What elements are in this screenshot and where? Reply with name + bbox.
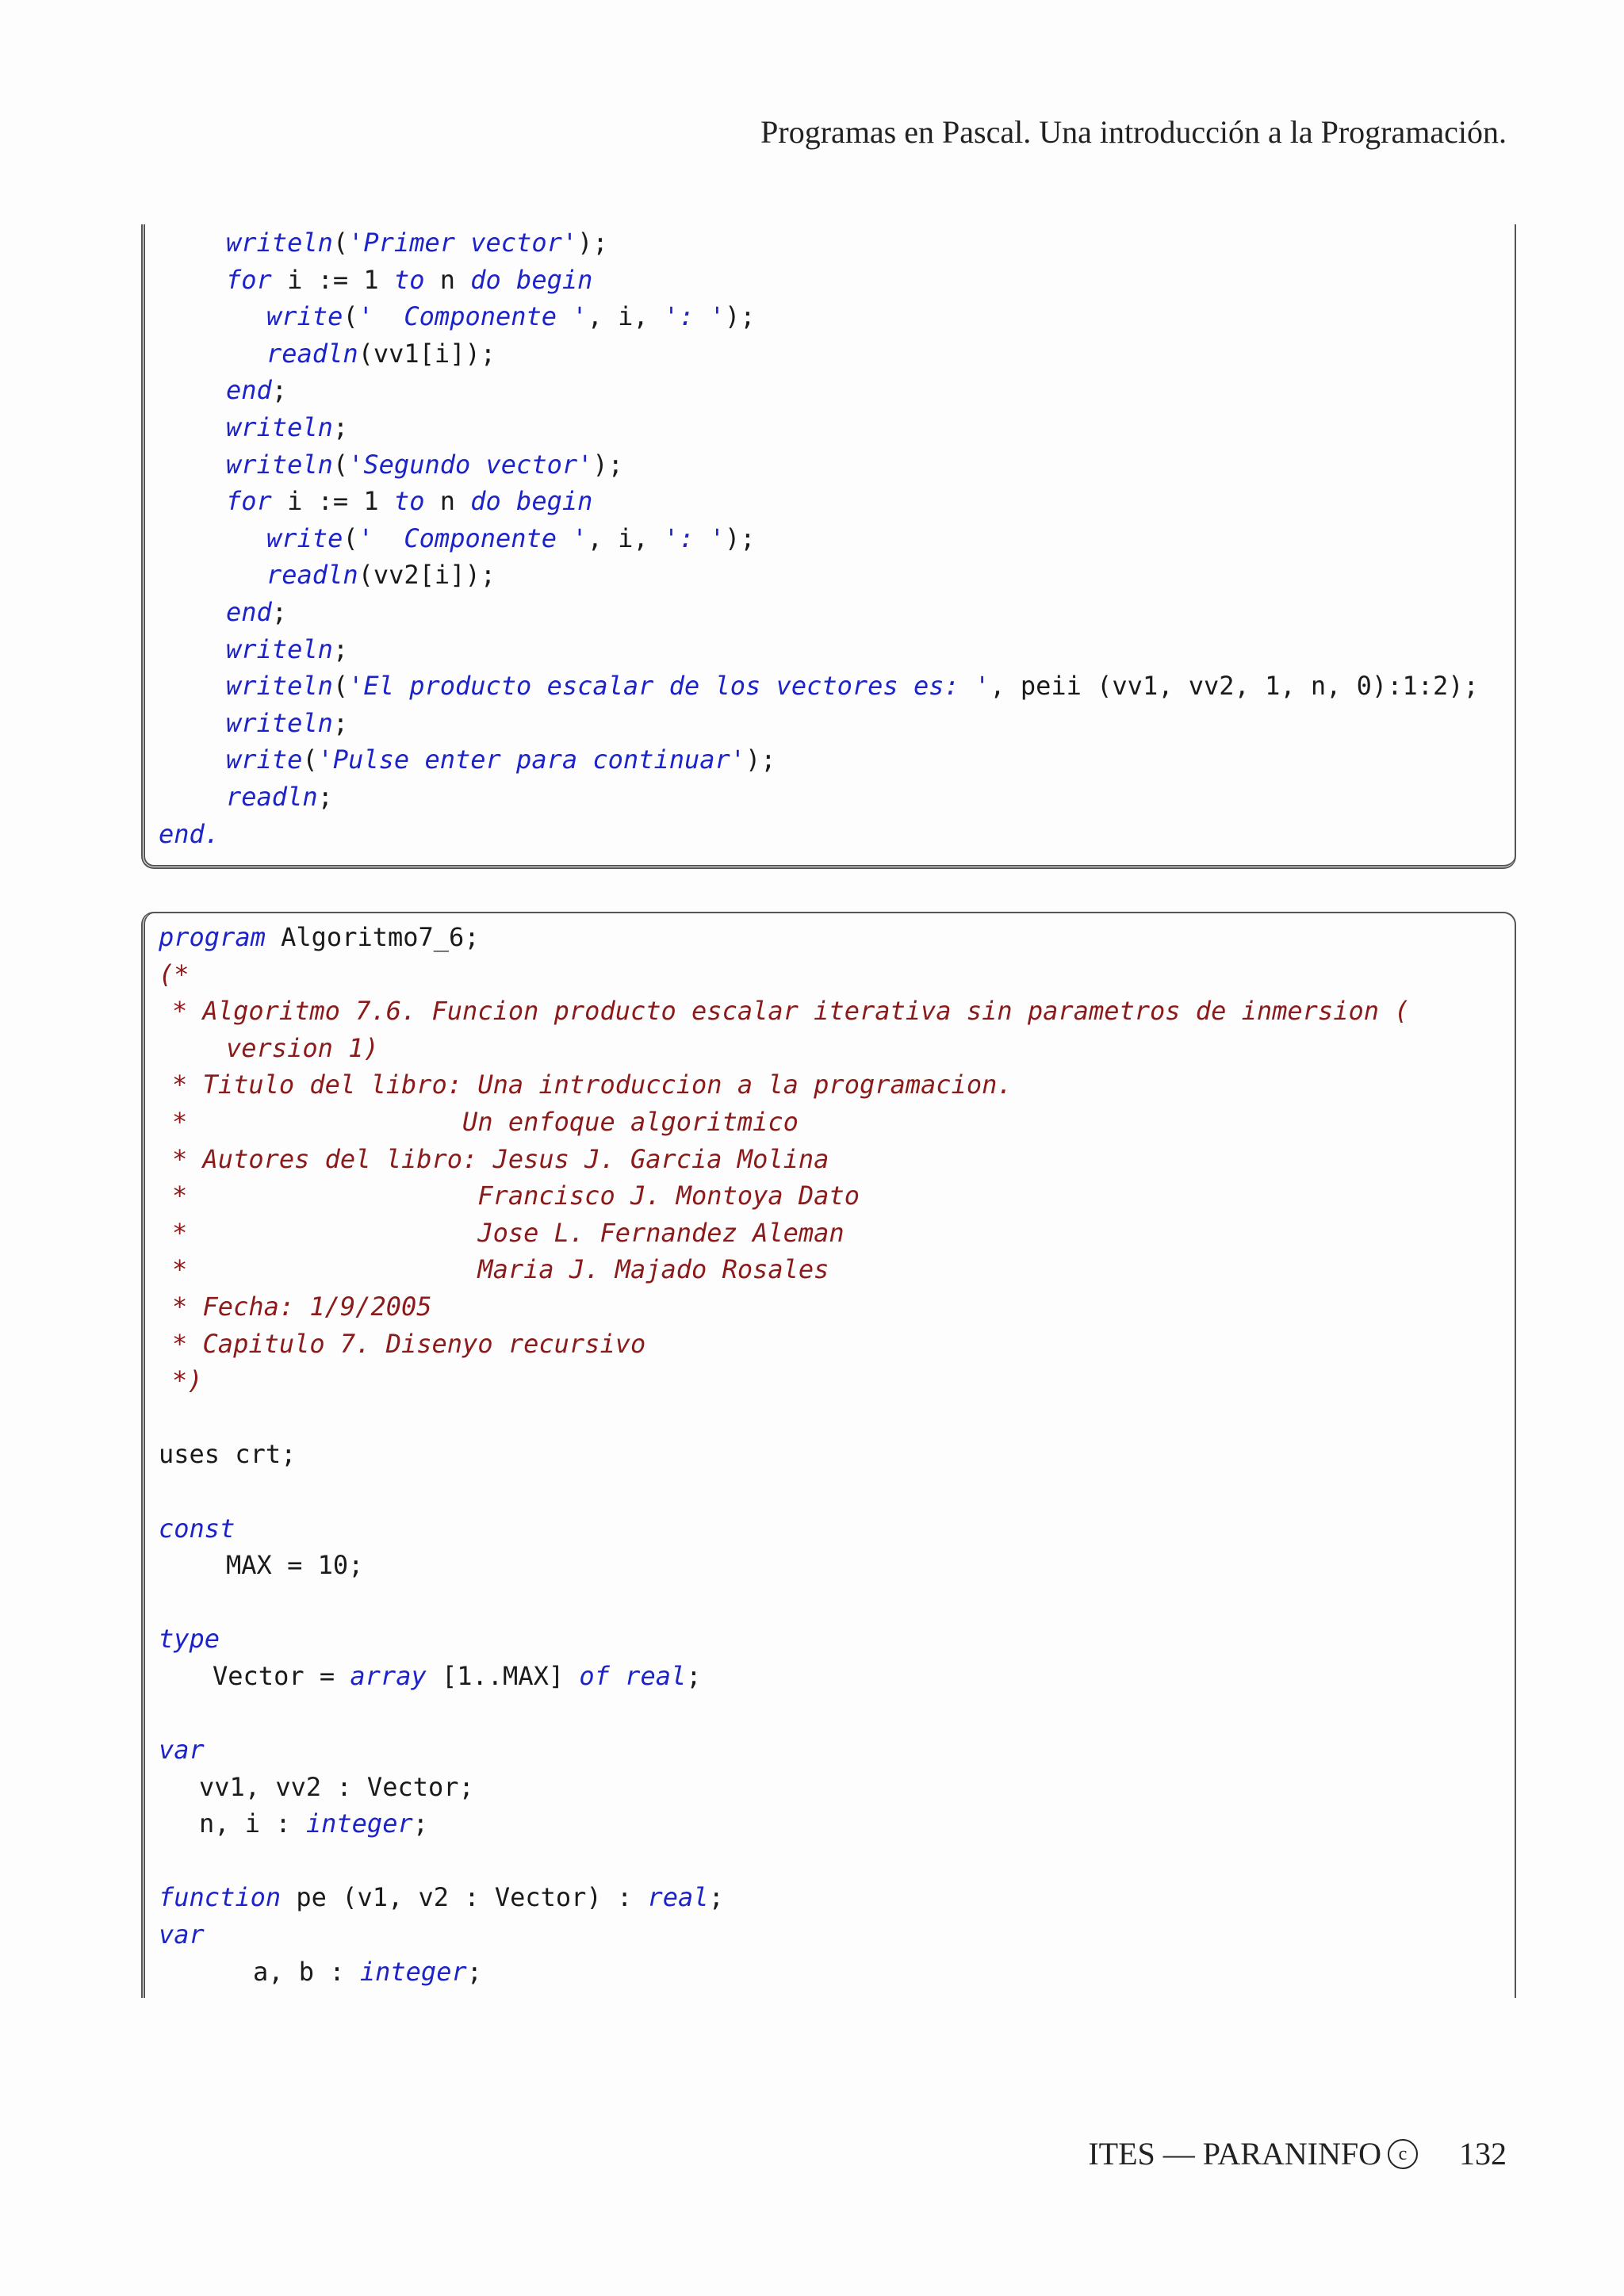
code-token: ( [332, 671, 349, 702]
code-line [145, 919, 1515, 956]
code-keyword: integer [359, 1956, 467, 1987]
code-token: ; [332, 411, 349, 442]
code-keyword: writeln [226, 671, 333, 702]
code-line [145, 1288, 1515, 1326]
code-token: ); [724, 522, 756, 553]
code-token: ( [343, 522, 358, 553]
code-token: i := 1 [271, 486, 394, 517]
code-string: 'Pulse enter para continuar' [317, 744, 746, 775]
code-token: ( [332, 449, 349, 480]
code-comment: * Capitulo 7. Disenyo recursivo [172, 1328, 646, 1359]
code-keyword: readln [266, 560, 358, 591]
code-keyword: end [226, 375, 272, 406]
code-line [145, 993, 1515, 1030]
code-token: ); [592, 449, 623, 480]
code-line [145, 1769, 1515, 1806]
code-line [145, 1584, 1515, 1621]
code-keyword: integer [305, 1808, 413, 1839]
code-token: ; [271, 375, 288, 406]
code-line [145, 1399, 1515, 1437]
code-line [145, 224, 1515, 262]
code-comment: * Jose L. Fernandez Aleman [172, 1217, 845, 1248]
code-token: ); [724, 301, 756, 332]
code-token: , i, [587, 301, 664, 332]
code-line [145, 446, 1515, 484]
code-line [145, 1694, 1515, 1732]
code-token: ( [332, 228, 349, 258]
code-line [145, 298, 1515, 335]
code-keyword: program [159, 922, 266, 952]
code-string: ' Componente ' [358, 522, 588, 553]
code-keyword: do begin [470, 486, 593, 517]
code-block [145, 224, 1515, 852]
code-keyword: writeln [226, 707, 333, 738]
code-keyword: end [226, 596, 272, 627]
code-line [145, 1473, 1515, 1510]
code-listing-continued [141, 224, 1516, 869]
code-keyword: for [226, 486, 272, 517]
code-token: ); [745, 744, 776, 775]
code-token: ; [332, 707, 349, 738]
code-line [145, 1104, 1515, 1141]
code-token: (vv2[i]); [358, 560, 496, 591]
code-token: ; [708, 1882, 724, 1913]
code-line [145, 1362, 1515, 1399]
code-token: ; [317, 781, 333, 812]
code-line [145, 262, 1515, 299]
code-keyword: writeln [226, 633, 333, 664]
code-keyword: do begin [470, 264, 593, 295]
copyright-icon: c [1388, 2139, 1418, 2169]
code-comment: * Autores del libro: Jesus J. Garcia Molina [172, 1143, 829, 1174]
code-token: ( [343, 301, 358, 332]
code-keyword: writeln [226, 449, 333, 480]
code-token: vv1, vv2 : Vector; [199, 1771, 474, 1802]
code-keyword: writeln [226, 411, 333, 442]
code-comment: (* [159, 959, 190, 989]
code-line [145, 409, 1515, 446]
code-string: ': ' [663, 522, 725, 553]
code-token: n [424, 264, 471, 295]
code-listing-algoritmo7-6 [141, 912, 1516, 1998]
code-token: ; [466, 1956, 482, 1987]
code-token: [1..MAX] [426, 1660, 580, 1691]
code-line [145, 1326, 1515, 1363]
code-comment: * Fecha: 1/9/2005 [172, 1291, 432, 1322]
code-token: ); [577, 228, 608, 258]
code-comment: *) [172, 1365, 203, 1396]
code-line [145, 520, 1515, 557]
code-token: a, b : [253, 1956, 360, 1987]
code-line [145, 816, 1515, 853]
code-keyword: const [159, 1513, 236, 1544]
code-comment: * Titulo del libro: Una introduccion a la programacion. [172, 1070, 1013, 1100]
code-line [145, 1805, 1515, 1843]
code-line [145, 1916, 1515, 1954]
code-keyword: array [350, 1660, 427, 1691]
code-keyword: function [159, 1882, 282, 1913]
code-token: ( [302, 744, 318, 775]
code-line [145, 372, 1515, 409]
running-header: Programas en Pascal. Una introducción a la Programación. [760, 114, 1507, 150]
code-keyword: to [393, 264, 425, 295]
code-keyword: of real [579, 1660, 687, 1691]
code-string: 'Primer vector' [348, 228, 578, 258]
code-token: pe (v1, v2 : Vector) : [281, 1882, 648, 1913]
code-keyword: readln [266, 338, 358, 369]
code-line [145, 1954, 1515, 1991]
code-token: ; [412, 1808, 428, 1839]
code-keyword: real [647, 1882, 709, 1913]
code-token: (vv1[i]); [358, 338, 496, 369]
code-line [145, 1141, 1515, 1178]
code-line [145, 1547, 1515, 1584]
code-line [145, 335, 1515, 373]
code-line [145, 1177, 1515, 1215]
code-token: ; [686, 1660, 702, 1691]
page-footer [1088, 2135, 1507, 2172]
code-line [145, 1510, 1515, 1548]
code-keyword: type [159, 1624, 220, 1655]
code-token: n [424, 486, 471, 517]
code-comment: version 1) [226, 1032, 379, 1063]
code-comment: * Maria J. Majado Rosales [172, 1254, 829, 1285]
code-token: n, i : [199, 1808, 306, 1839]
code-line [145, 705, 1515, 742]
code-token: i := 1 [271, 264, 394, 295]
code-token: MAX = 10; [226, 1550, 364, 1581]
code-line [145, 594, 1515, 631]
code-string: ' Componente ' [358, 301, 588, 332]
code-line [145, 557, 1515, 594]
code-line [145, 1732, 1515, 1769]
code-line [145, 1436, 1515, 1473]
code-string: ': ' [663, 301, 725, 332]
code-line [145, 956, 1515, 993]
code-keyword: for [226, 264, 272, 295]
code-line [145, 483, 1515, 520]
page-number: 132 [1459, 2136, 1507, 2172]
code-keyword: end. [159, 818, 220, 849]
code-line [145, 1658, 1515, 1695]
code-keyword: to [393, 486, 425, 517]
code-token: ; [332, 633, 349, 664]
code-keyword: write [266, 522, 343, 553]
code-line [145, 1030, 1515, 1067]
code-token: , peii (vv1, vv2, 1, n, 0):1:2); [990, 671, 1479, 702]
code-keyword: writeln [226, 228, 333, 258]
code-line [145, 1066, 1515, 1104]
code-token: Vector = [213, 1660, 350, 1691]
publisher-label: ITES — PARANINFO [1088, 2136, 1381, 2172]
code-token: Algoritmo7_6; [265, 922, 480, 952]
code-keyword: write [266, 301, 343, 332]
code-keyword: readln [226, 781, 318, 812]
code-line [145, 1251, 1515, 1288]
code-line [145, 741, 1515, 779]
code-line [145, 1215, 1515, 1252]
code-line [145, 631, 1515, 668]
code-keyword: var [159, 1735, 205, 1766]
code-comment: * Francisco J. Montoya Dato [172, 1181, 860, 1211]
code-token: ; [271, 596, 288, 627]
code-comment: * Algoritmo 7.6. Funcion producto escalar iterativa sin parametros de inmersion ( [172, 996, 1410, 1027]
code-keyword: var [159, 1919, 205, 1950]
code-line [145, 1879, 1515, 1916]
code-line [145, 668, 1515, 705]
code-block [145, 919, 1515, 1990]
code-line [145, 1843, 1515, 1880]
code-line [145, 779, 1515, 816]
code-token: uses crt; [159, 1439, 297, 1470]
code-string: 'El producto escalar de los vectores es: ' [348, 671, 990, 702]
code-line [145, 1621, 1515, 1658]
code-token: , i, [587, 522, 664, 553]
code-comment: * Un enfoque algoritmico [172, 1106, 799, 1137]
code-keyword: write [226, 744, 303, 775]
code-string: 'Segundo vector' [348, 449, 593, 480]
